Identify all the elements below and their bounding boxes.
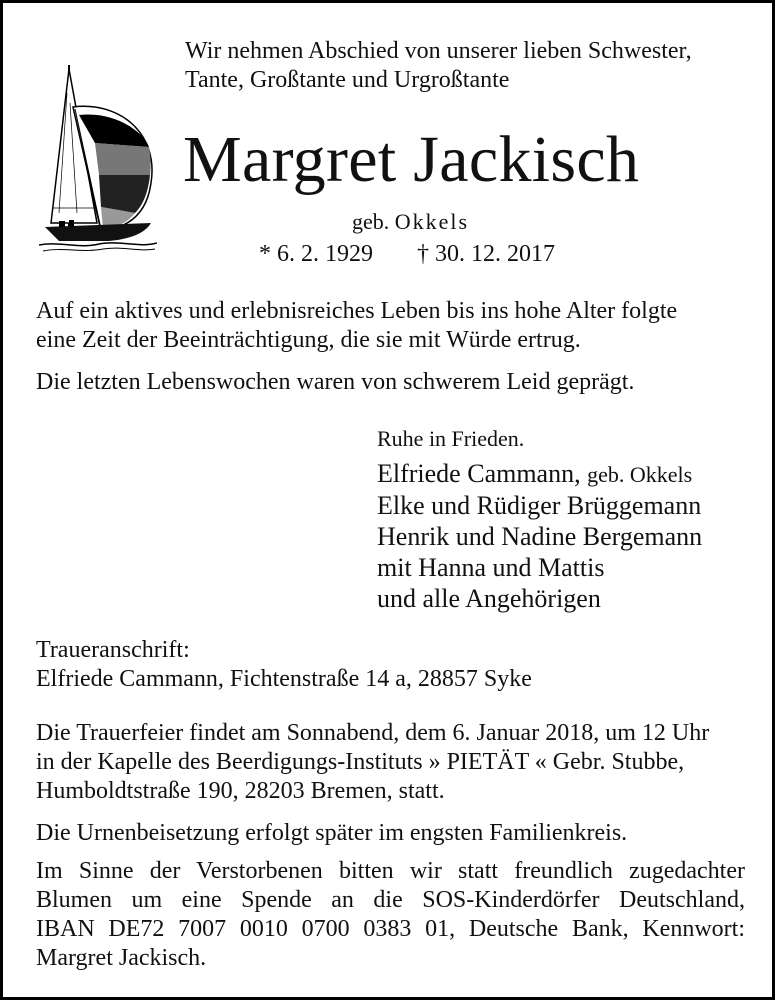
farewell-text: Ruhe in Frieden. <box>377 426 525 451</box>
mourner-line: Elke und Rüdiger Brüggemann <box>377 491 702 520</box>
donation-request <box>36 857 745 973</box>
paragraph-last-weeks <box>36 368 634 397</box>
address-value: Elfriede Cammann, Fichtenstraße 14 a, 28857 Syke <box>36 666 532 692</box>
text-line: Margret Jackisch. <box>36 945 207 971</box>
address-label: Traueranschrift: <box>36 637 190 663</box>
maiden-name: Okkels <box>394 209 470 234</box>
intro-line: Tante, Großtante und Urgroßtante <box>185 67 510 93</box>
intro-line: Wir nehmen Abschied von unserer lieben Schwester, <box>185 38 692 64</box>
deceased-name: Margret Jackisch <box>183 123 640 196</box>
text-line: Im Sinne der Verstorbenen bitten wir statt freundlich zugedachter <box>36 858 745 884</box>
life-dates <box>259 239 555 269</box>
mourner-note: geb. Okkels <box>587 462 693 487</box>
birth-name <box>352 208 469 236</box>
text-line: eine Zeit der Beeinträchtigung, die sie mit Würde ertrug. <box>36 327 581 353</box>
birth-date: * 6. 2. 1929 <box>259 241 373 267</box>
mourner-line <box>377 458 702 490</box>
sailboat-icon <box>39 63 157 253</box>
mourner-line: Henrik und Nadine Bergemann <box>377 522 703 551</box>
mourner-line: und alle Angehörigen <box>377 584 601 613</box>
text-line: IBAN DE72 7007 0010 0700 0383 01, Deutsche Bank, Kennwort: <box>36 916 745 942</box>
death-date: † 30. 12. 2017 <box>417 241 555 267</box>
text-line: Die Trauerfeier findet am Sonnabend, dem 6. Januar 2018, um 12 Uhr <box>36 720 710 746</box>
mourners-list <box>377 458 702 614</box>
text-line: Blumen um eine Spende an die SOS-Kinderdörfer Deutschland, <box>36 887 745 913</box>
funeral-service-info <box>36 719 709 806</box>
mourner-line: mit Hanna und Mattis <box>377 553 605 582</box>
urn-burial-info: Die Urnenbeisetzung erfolgt später im engsten Familienkreis. <box>36 820 628 846</box>
mourner-name: Elfriede Cammann, <box>377 459 581 488</box>
paragraph-life <box>36 297 677 355</box>
text-line: Die letzten Lebenswochen waren von schwerem Leid geprägt. <box>36 369 635 395</box>
mourning-address <box>36 636 532 694</box>
text-line: Auf ein aktives und erlebnisreiches Leben bis ins hohe Alter folgte <box>36 298 678 324</box>
intro-text <box>185 37 692 95</box>
text-line: in der Kapelle des Beerdigungs-Instituts » PIETÄT « Gebr. Stubbe, <box>36 749 685 775</box>
text-line: Humboldtstraße 190, 28203 Bremen, statt. <box>36 778 445 804</box>
birth-prefix: geb. <box>352 209 390 234</box>
